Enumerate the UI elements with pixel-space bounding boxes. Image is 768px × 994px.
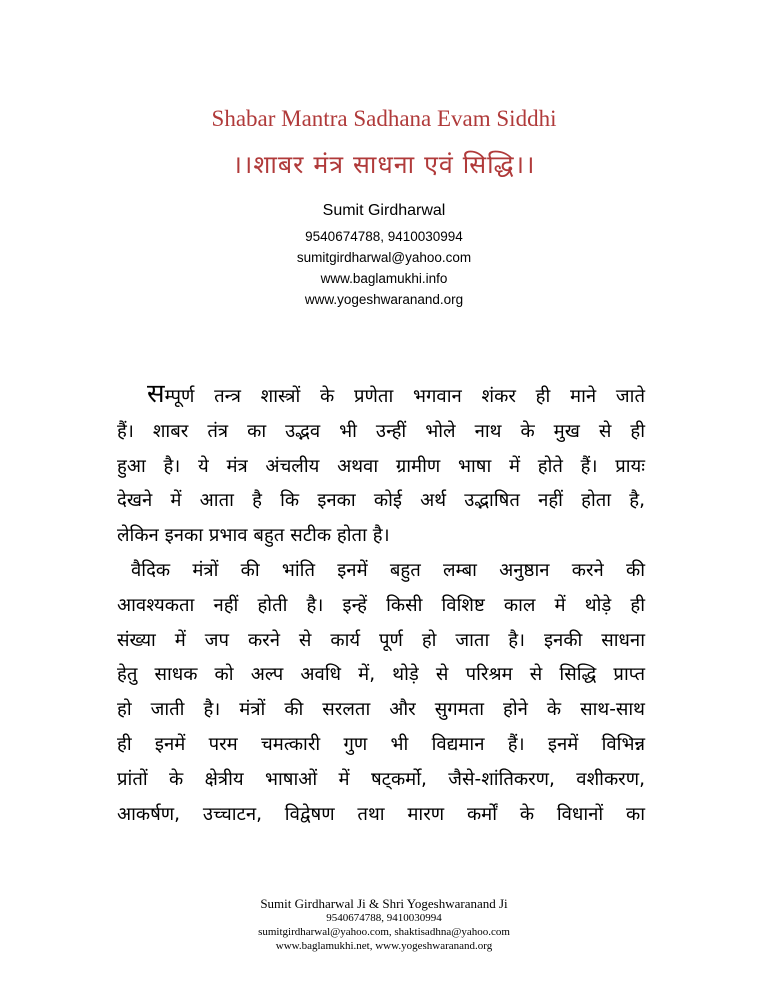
paragraph-2-line-2: आवश्यकता नहीं होती है। इन्हें किसी विशिष्ट काल में थोड़े ही <box>117 594 645 616</box>
paragraph-1-line-5: लेकिन इनका प्रभाव बहुत सटीक होता है। <box>117 525 390 547</box>
footer-websites[interactable]: www.baglamukhi.net, www.yogeshwaranand.org <box>275 940 493 952</box>
paragraph-2-line-3: संख्या में जप करने से कार्य पूर्ण हो जाता है। इनकी साधना <box>117 629 645 651</box>
author-email[interactable]: sumitgirdharwal@yahoo.com <box>296 250 472 265</box>
paragraph-1-line-3: हुआ है। ये मंत्र अंचलीय अथवा ग्रामीण भाषा में होते हैं। प्रायः <box>117 455 645 477</box>
paragraph-2-line-4: हेतु साधक को अल्प अवधि में, थोड़े से परिश्रम से सिद्धि प्राप्त <box>117 664 645 686</box>
website-link-2[interactable]: www.yogeshwaranand.org <box>304 292 464 307</box>
paragraph-1-line-2: हैं। शाबर तंत्र का उद्भव भी उन्हीं भोले नाथ के मुख से ही <box>117 420 645 442</box>
title-english: Shabar Mantra Sadhana Evam Siddhi <box>211 106 557 131</box>
title-hindi: ।।शाबर मंत्र साधना एवं सिद्धि।। <box>232 150 536 179</box>
website-link-1[interactable]: www.baglamukhi.info <box>320 271 448 286</box>
paragraph-2-line-8: आकर्षण, उच्चाटन, विद्वेषण तथा मारण कर्मों के विधानों का <box>117 803 645 825</box>
paragraph-1 <box>117 377 645 554</box>
footer-emails[interactable]: sumitgirdharwal@yahoo.com, shaktisadhna@yahoo.com <box>258 926 510 938</box>
footer-authors: Sumit Girdharwal Ji & Shri Yogeshwaranand Ji <box>260 896 508 911</box>
body-text <box>117 377 645 832</box>
footer-phones: 9540674788, 9410030994 <box>326 912 442 924</box>
dropcap: स <box>147 379 165 409</box>
paragraph-2-line-6: ही इनमें परम चमत्कारी गुण भी विद्यमान हैं। इनमें विभिन्न <box>117 733 645 755</box>
author-phones: 9540674788, 9410030994 <box>305 229 463 244</box>
paragraph-2 <box>117 554 645 832</box>
paragraph-1-line-4: देखने में आता है कि इनका कोई अर्थ उद्भाषित नहीं होता है, <box>117 490 645 512</box>
paragraph-2-line-1: वैदिक मंत्रों की भांति इनमें बहुत लम्बा अनुष्ठान करने की <box>131 559 645 581</box>
paragraph-2-line-5: हो जाती है। मंत्रों की सरलता और सुगमता होने के साथ-साथ <box>117 699 645 721</box>
paragraph-2-line-7: प्रांतों के क्षेत्रीय भाषाओं में षट्कर्मो, जैसे-शांतिकरण, वशीकरण, <box>117 768 645 790</box>
paragraph-1-line-1: सम्पूर्ण तन्त्र शास्त्रों के प्रणेता भगवान शंकर ही माने जाते <box>147 379 645 409</box>
author-name: Sumit Girdharwal <box>322 202 446 219</box>
